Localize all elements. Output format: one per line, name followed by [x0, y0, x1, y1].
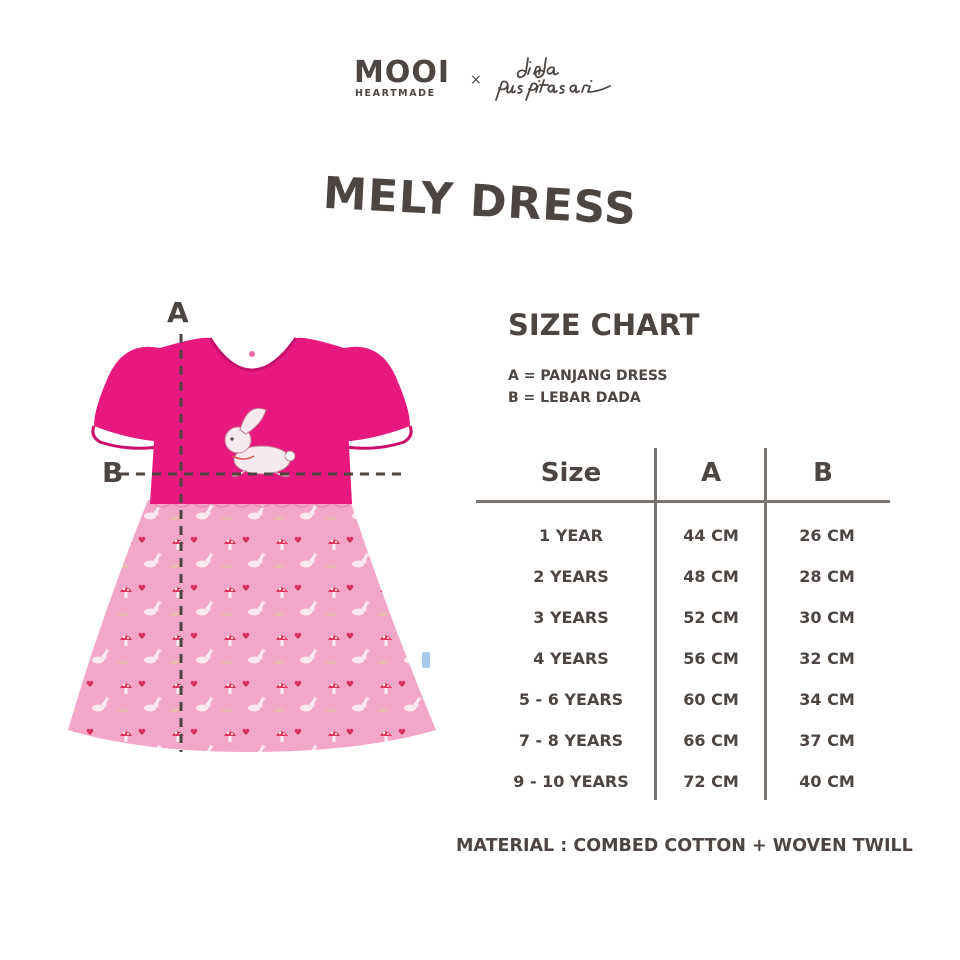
label-a: A: [167, 296, 189, 329]
header-a: A: [700, 458, 722, 488]
cell-b: 37 CM: [799, 731, 855, 750]
size-chart-title: SIZE CHART: [508, 308, 700, 342]
cell-a: 72 CM: [683, 772, 739, 791]
cell-b: 30 CM: [799, 608, 855, 627]
cell-size: 5 - 6 YEARS: [518, 690, 624, 709]
legend-b: B = LEBAR DADA: [508, 390, 641, 406]
brand-header: [354, 55, 614, 108]
cell-a: 60 CM: [683, 690, 739, 709]
cell-a: 44 CM: [683, 526, 739, 545]
cell-size: 3 YEARS: [533, 608, 609, 627]
dress-illustration: [60, 290, 450, 760]
collab-times-sign: ×: [470, 72, 482, 88]
cell-size: 4 YEARS: [533, 649, 609, 668]
brand-logo: MOOI: [354, 55, 451, 90]
material-note: MATERIAL : COMBED COTTON + WOVEN TWILL: [456, 836, 913, 856]
cell-a: 66 CM: [683, 731, 739, 750]
label-b: B: [102, 456, 124, 489]
cell-a: 56 CM: [683, 649, 739, 668]
cell-size: 2 YEARS: [533, 567, 609, 586]
header-b: B: [813, 458, 833, 488]
header-divider: [476, 500, 890, 503]
cell-size: 1 YEAR: [539, 526, 603, 545]
cell-b: 32 CM: [799, 649, 855, 668]
cell-a: 52 CM: [683, 608, 739, 627]
product-title: MELY DRESS: [321, 167, 639, 236]
brand-subname: HEARTMADE: [355, 88, 436, 99]
cell-b: 28 CM: [799, 567, 855, 586]
cell-size: 9 - 10 YEARS: [513, 772, 629, 791]
collab-signature-logo: [492, 54, 614, 106]
header-size: Size: [540, 458, 602, 488]
cell-b: 34 CM: [799, 690, 855, 709]
cell-size: 7 - 8 YEARS: [518, 731, 624, 750]
cell-b: 26 CM: [799, 526, 855, 545]
cell-a: 48 CM: [683, 567, 739, 586]
legend-a: A = PANJANG DRESS: [508, 368, 668, 384]
cell-b: 40 CM: [799, 772, 855, 791]
size-table: [476, 448, 892, 804]
dress-image: [60, 290, 450, 760]
